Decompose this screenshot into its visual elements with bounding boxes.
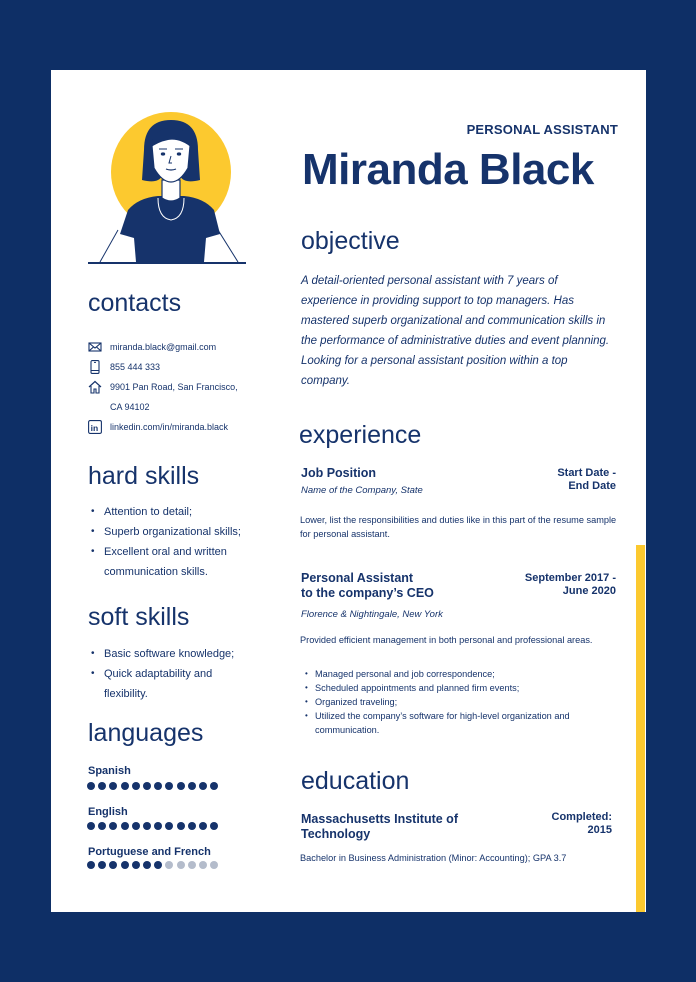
contact-phone[interactable]	[88, 360, 160, 377]
contact-linkedin[interactable]	[88, 420, 228, 437]
level-dot-filled	[121, 782, 129, 790]
experience-2-title-line2: to the company’s CEO	[301, 586, 434, 600]
avatar	[88, 110, 248, 266]
accent-bar	[636, 545, 645, 912]
hard-skills-heading: hard skills	[88, 462, 200, 490]
level-dot-filled	[109, 822, 117, 830]
list-item: • Utilized the company’s software for high-level organization and communication.	[300, 709, 610, 737]
job-role-title: PERSONAL ASSISTANT	[466, 122, 618, 137]
list-item: • Quick adaptability and	[88, 664, 234, 684]
level-dot-filled	[98, 822, 106, 830]
level-dot-filled	[165, 782, 173, 790]
level-dot-filled	[210, 782, 218, 790]
level-dot-filled	[121, 822, 129, 830]
level-dot-empty	[177, 861, 185, 869]
level-dot-filled	[199, 782, 207, 790]
education-date-line1: Completed:	[551, 811, 612, 823]
level-dot-filled	[87, 822, 95, 830]
language-level-english	[87, 822, 221, 830]
list-item: • Excellent oral and written	[88, 542, 241, 562]
experience-2-title-line1: Personal Assistant	[301, 571, 414, 585]
contact-phone-text: 855 444 333	[110, 362, 161, 372]
education-school-line1: Massachusetts Institute of	[301, 812, 458, 826]
language-name-portuguese-french: Portuguese and French	[88, 846, 211, 858]
experience-1-company: Name of the Company, State	[301, 485, 423, 496]
experience-2-duties	[300, 667, 610, 737]
soft-skills-list	[88, 644, 234, 704]
mail-icon	[88, 340, 102, 354]
language-level-portuguese-french	[87, 861, 221, 869]
soft-skills-heading: soft skills	[88, 603, 190, 631]
contact-email[interactable]	[88, 340, 216, 357]
level-dot-filled	[210, 822, 218, 830]
level-dot-filled	[177, 782, 185, 790]
level-dot-empty	[165, 861, 173, 869]
level-dot-filled	[87, 861, 95, 869]
education-date-line2: 2015	[587, 824, 612, 836]
svg-text:in: in	[90, 422, 99, 433]
level-dot-filled	[143, 782, 151, 790]
level-dot-filled	[121, 861, 129, 869]
level-dot-filled	[98, 861, 106, 869]
level-dot-filled	[199, 822, 207, 830]
level-dot-filled	[109, 861, 117, 869]
list-item: • Organized traveling;	[300, 695, 610, 709]
list-item: communication skills.	[104, 566, 208, 578]
language-level-spanish	[87, 782, 221, 790]
list-item: • Managed personal and job correspondence;	[300, 667, 610, 681]
level-dot-filled	[143, 822, 151, 830]
contacts-heading: contacts	[88, 289, 182, 317]
experience-1-date-line1: Start Date -	[557, 467, 616, 479]
list-item: flexibility.	[104, 688, 148, 700]
level-dot-filled	[143, 861, 151, 869]
experience-heading: experience	[299, 421, 422, 449]
level-dot-filled	[98, 782, 106, 790]
level-dot-filled	[165, 822, 173, 830]
experience-2-date	[525, 572, 616, 598]
contact-address-line1: 9901 Pan Road, San Francisco,	[110, 382, 238, 392]
linkedin-icon	[88, 420, 102, 434]
experience-1-title: Job Position	[301, 466, 376, 480]
contact-address-line2: CA 94102	[110, 402, 150, 412]
level-dot-filled	[132, 782, 140, 790]
experience-1-date-line2: End Date	[568, 480, 616, 492]
list-item: • Scheduled appointments and planned firm events;	[300, 681, 610, 695]
experience-2-date-line2: June 2020	[562, 585, 616, 597]
level-dot-filled	[154, 822, 162, 830]
level-dot-empty	[188, 861, 196, 869]
experience-2-company: Florence & Nightingale, New York	[301, 609, 443, 620]
education-degree: Bachelor in Business Administration (Minor: Accounting); GPA 3.7	[300, 853, 567, 863]
level-dot-empty	[210, 861, 218, 869]
level-dot-filled	[87, 782, 95, 790]
level-dot-filled	[177, 822, 185, 830]
level-dot-filled	[188, 822, 196, 830]
person-name: Miranda Black	[302, 145, 594, 194]
list-item: • Superb organizational skills;	[88, 522, 241, 542]
phone-icon	[88, 360, 102, 374]
level-dot-filled	[188, 782, 196, 790]
experience-2-description: Provided efficient management in both personal and professional areas.	[300, 635, 593, 645]
objective-heading: objective	[301, 227, 400, 255]
education-school-line2: Technology	[301, 827, 371, 841]
contact-address	[88, 380, 238, 417]
level-dot-filled	[132, 822, 140, 830]
education-school	[301, 812, 458, 842]
level-dot-filled	[132, 861, 140, 869]
level-dot-empty	[199, 861, 207, 869]
list-item: • Basic software knowledge;	[88, 644, 234, 664]
home-icon	[88, 380, 102, 394]
experience-2-date-line1: September 2017 -	[524, 572, 616, 584]
contact-linkedin-text: linkedin.com/in/miranda.black	[110, 422, 229, 432]
experience-1-description: Lower, list the responsibilities and duties like in this part of the resume sample for personal assistant.	[300, 515, 617, 539]
objective-text: A detail-oriented personal assistant with 7 years of experience in providing support to top managers. Has mastered superb organizational and communication skills in the performance of administrative duties and event planning. Looking for a personal assistant position within a top company.	[301, 275, 610, 387]
level-dot-filled	[154, 861, 162, 869]
education-heading: education	[301, 767, 410, 795]
education-date	[552, 811, 613, 837]
level-dot-filled	[109, 782, 117, 790]
resume-sheet	[51, 70, 646, 912]
experience-2-title	[301, 571, 434, 601]
hard-skills-list	[88, 502, 241, 582]
level-dot-filled	[154, 782, 162, 790]
language-name-english: English	[88, 806, 128, 818]
experience-1-date	[557, 467, 616, 493]
languages-heading: languages	[88, 719, 204, 747]
language-name-spanish: Spanish	[88, 765, 131, 777]
list-item: • Attention to detail;	[88, 502, 241, 522]
contact-email-text: miranda.black@gmail.com	[110, 342, 217, 352]
